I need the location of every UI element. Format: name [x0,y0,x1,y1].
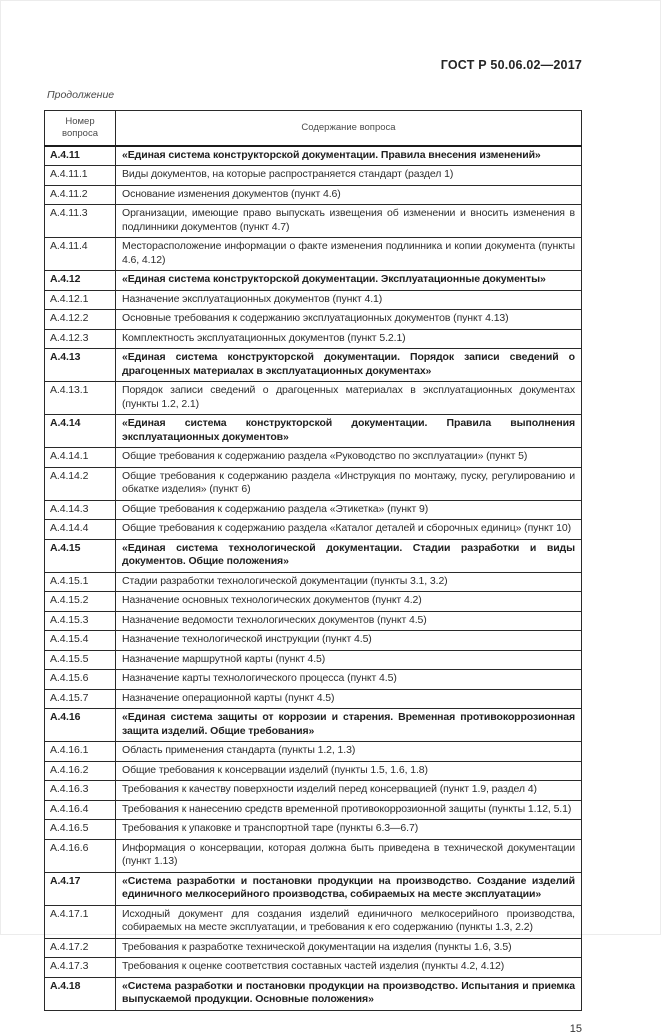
question-content: Информация о консервации, которая должна быть приведена в технической документации (пункт 1.13) [116,839,582,872]
question-content: «Единая система конструкторской документации. Эксплуатационные документы» [116,271,582,291]
question-number: А.4.15.7 [45,689,116,709]
question-number: А.4.17.2 [45,938,116,958]
question-content: Общие требования к содержанию раздела «Инструкция по монтажу, пуску, регулированию и обкатке изделия» (пункт 6) [116,467,582,500]
question-number: А.4.15.5 [45,650,116,670]
question-content: Комплектность эксплуатационных документов (пункт 5.2.1) [116,329,582,349]
question-content: «Система разработки и постановки продукции на производство. Испытания и приемка выпускаемой продукции. Основные положения» [116,977,582,1010]
question-number: А.4.12 [45,271,116,291]
table-body [45,146,582,1011]
table-row [45,382,582,415]
question-content: Область применения стандарта (пункты 1.2, 1.3) [116,742,582,762]
question-number: А.4.12.2 [45,310,116,330]
table-row [45,166,582,186]
table-row [45,761,582,781]
question-number: А.4.17 [45,872,116,905]
question-content: Назначение карты технологического процесса (пункт 4.5) [116,670,582,690]
question-content: Общие требования к содержанию раздела «Руководство по эксплуатации» (пункт 5) [116,448,582,468]
column-header-question-content: Содержание вопроса [116,111,582,146]
question-number: А.4.16 [45,709,116,742]
question-content: Назначение ведомости технологических документов (пункт 4.5) [116,611,582,631]
question-content: «Единая система технологической документации. Стадии разработки и виды документов. Общие положения» [116,539,582,572]
table-row [45,781,582,801]
table-section-row [45,146,582,166]
question-number: А.4.15.6 [45,670,116,690]
table-section-row [45,415,582,448]
question-content: Виды документов, на которые распространяется стандарт (раздел 1) [116,166,582,186]
question-number: А.4.12.1 [45,290,116,310]
table-row [45,448,582,468]
table-row [45,742,582,762]
table-row [45,310,582,330]
question-content: Требования к качеству поверхности изделий перед консервацией (пункт 1.9, раздел 4) [116,781,582,801]
question-content: «Единая система конструкторской документации. Правила внесения изменений» [116,146,582,166]
question-number: А.4.14.3 [45,500,116,520]
table-row [45,205,582,238]
table-section-row [45,349,582,382]
question-content: «Система разработки и постановки продукции на производство. Создание изделий единичного мелкосерийного производства, собираемых на месте эксплуатации» [116,872,582,905]
question-content: Требования к разработке технической документации на изделия (пункты 1.6, 3.5) [116,938,582,958]
table-row [45,520,582,540]
table-row [45,592,582,612]
question-number: А.4.16.4 [45,800,116,820]
question-number: А.4.16.5 [45,820,116,840]
table-row [45,938,582,958]
question-content: Общие требования к консервации изделий (пункты 1.5, 1.6, 1.8) [116,761,582,781]
table-row [45,650,582,670]
question-content: Требования к оценке соответствия составных частей изделия (пункты 4.2, 4.12) [116,958,582,978]
table-row [45,572,582,592]
question-content: Месторасположение информации о факте изменения подлинника и копии документа (пункты 4.6, 4.12) [116,238,582,271]
table-header-row [45,111,582,146]
question-number: А.4.18 [45,977,116,1010]
table-row [45,500,582,520]
table-row [45,800,582,820]
question-number: А.4.14.2 [45,467,116,500]
question-content: Общие требования к содержанию раздела «Этикетка» (пункт 9) [116,500,582,520]
question-content: Основные требования к содержанию эксплуатационных документов (пункт 4.13) [116,310,582,330]
table-row [45,238,582,271]
question-number: А.4.16.3 [45,781,116,801]
table-section-row [45,977,582,1010]
table-row [45,611,582,631]
table-head [45,111,582,146]
continuation-label: Продолжение [47,89,115,101]
question-content: Организации, имеющие право выпускать извещения об изменении и вносить изменения в подлинники документов (пункт 4.7) [116,205,582,238]
question-content: Назначение маршрутной карты (пункт 4.5) [116,650,582,670]
question-number: А.4.13 [45,349,116,382]
question-number: А.4.16.2 [45,761,116,781]
questions-table [44,110,582,1011]
question-content: «Единая система конструкторской документации. Порядок записи сведений о драгоценных материалах в эксплуатационных документах» [116,349,582,382]
question-number: А.4.14.1 [45,448,116,468]
question-content: Порядок записи сведений о драгоценных материалах в эксплуатационных документах (пункты 1.2, 2.1) [116,382,582,415]
question-content: Основание изменения документов (пункт 4.6) [116,185,582,205]
question-content: Назначение основных технологических документов (пункт 4.2) [116,592,582,612]
table-row [45,467,582,500]
question-number: А.4.11 [45,146,116,166]
question-number: А.4.15.1 [45,572,116,592]
question-content: Требования к нанесению средств временной противокоррозионной защиты (пункты 1.12, 5.1) [116,800,582,820]
table-row [45,631,582,651]
question-number: А.4.11.3 [45,205,116,238]
question-content: «Единая система защиты от коррозии и старения. Временная противокоррозионная защита изделий. Общие требования» [116,709,582,742]
table-row [45,958,582,978]
question-content: Стадии разработки технологической документации (пункты 3.1, 3.2) [116,572,582,592]
table-row [45,839,582,872]
question-content: Назначение эксплуатационных документов (пункт 4.1) [116,290,582,310]
question-number: А.4.12.3 [45,329,116,349]
question-number: А.4.16.1 [45,742,116,762]
column-header-question-number: Номер вопроса [45,111,116,146]
table-row [45,820,582,840]
question-number: А.4.17.3 [45,958,116,978]
question-content: Назначение операционной карты (пункт 4.5) [116,689,582,709]
question-content: Назначение технологической инструкции (пункт 4.5) [116,631,582,651]
question-number: А.4.15.3 [45,611,116,631]
table-section-row [45,539,582,572]
question-number: А.4.11.2 [45,185,116,205]
table-row [45,905,582,938]
table-row [45,185,582,205]
question-content: Исходный документ для создания изделий единичного мелкосерийного производства, собираемых на месте эксплуатации, и требования к его содержанию (пункты 1.3, 2.2) [116,905,582,938]
question-number: А.4.17.1 [45,905,116,938]
question-content: Общие требования к содержанию раздела «Каталог деталей и сборочных единиц» (пункт 10) [116,520,582,540]
table-row [45,290,582,310]
table-section-row [45,872,582,905]
question-content: Требования к упаковке и транспортной таре (пункты 6.3—6.7) [116,820,582,840]
question-number: А.4.13.1 [45,382,116,415]
table-section-row [45,271,582,291]
standard-reference: ГОСТ Р 50.06.02—2017 [440,58,582,72]
question-number: А.4.11.1 [45,166,116,186]
question-number: А.4.15 [45,539,116,572]
question-number: А.4.16.6 [45,839,116,872]
question-number: А.4.11.4 [45,238,116,271]
question-number: А.4.15.2 [45,592,116,612]
table-section-row [45,709,582,742]
table-row [45,670,582,690]
table-row [45,689,582,709]
question-number: А.4.14 [45,415,116,448]
question-number: А.4.14.4 [45,520,116,540]
page-number: 15 [569,1022,582,1035]
question-number: А.4.15.4 [45,631,116,651]
question-content: «Единая система конструкторской документации. Правила выполнения эксплуатационных документов» [116,415,582,448]
table-row [45,329,582,349]
